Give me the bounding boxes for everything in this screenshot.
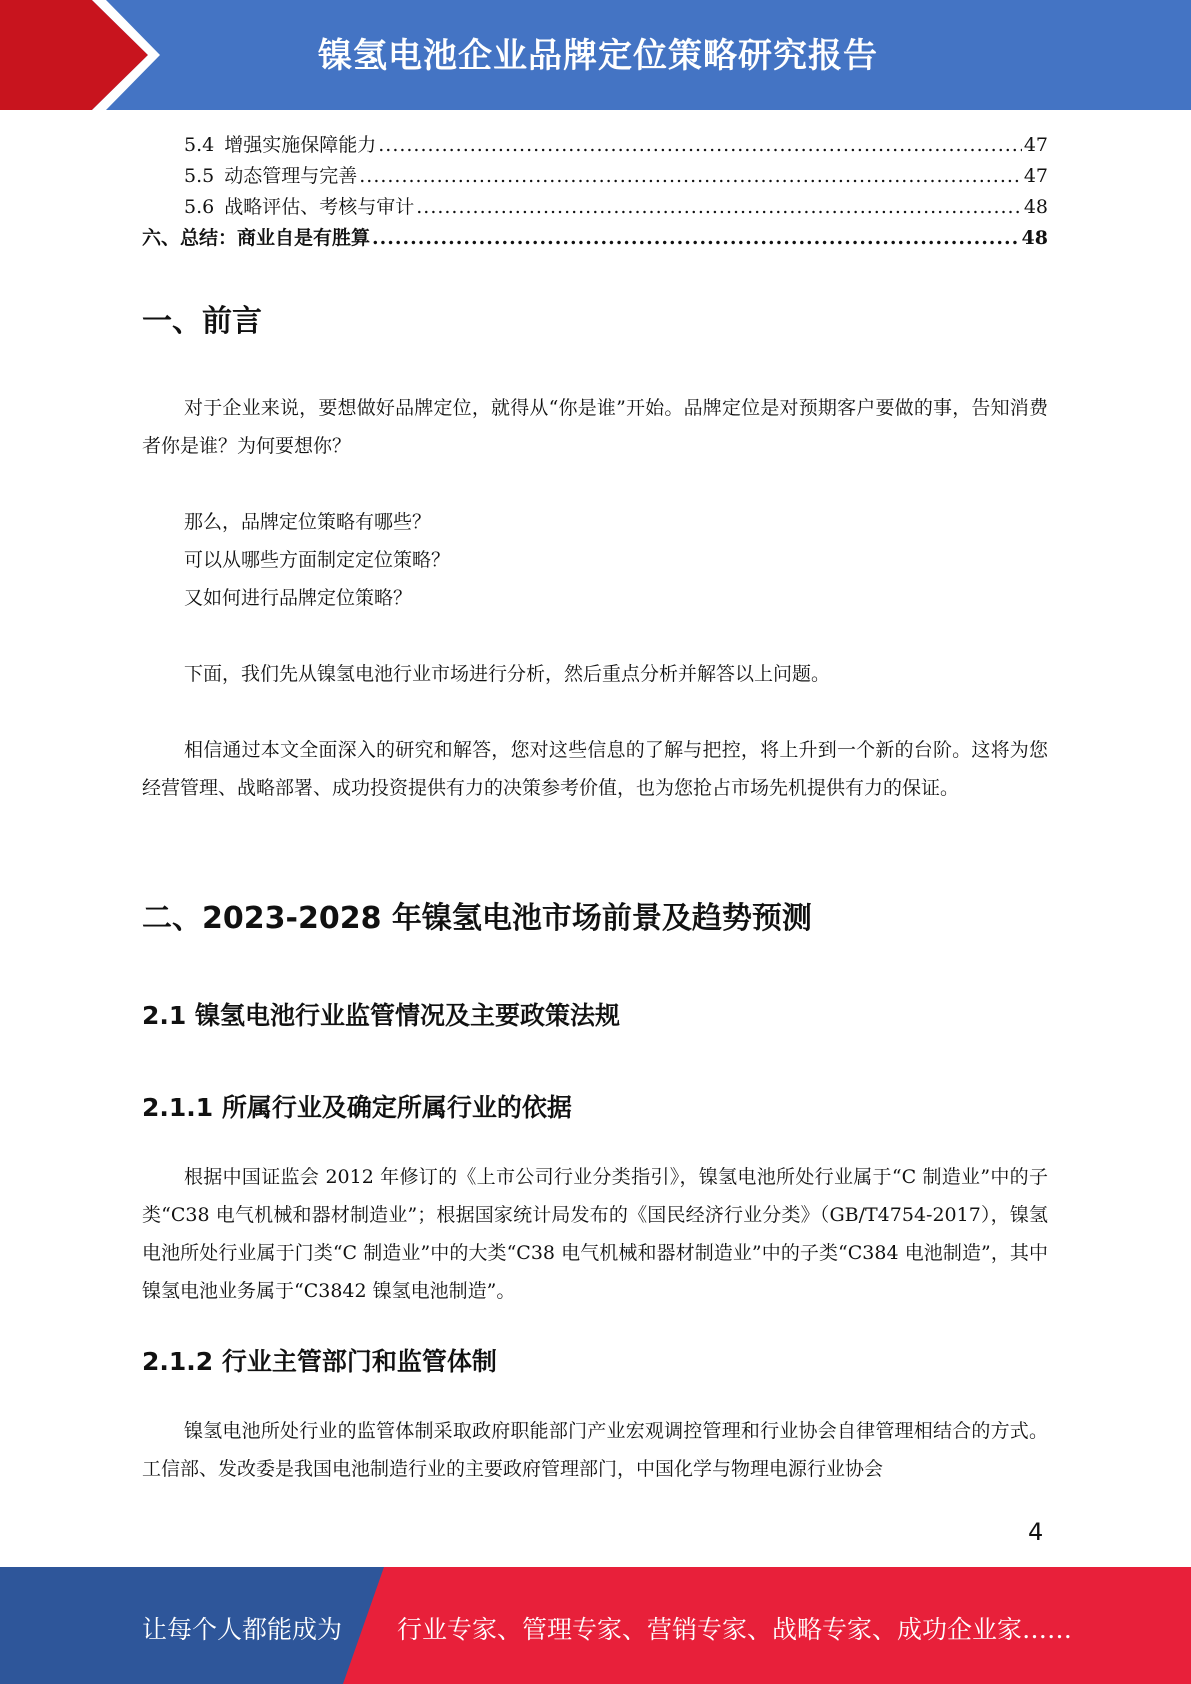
footer-slogan-left: 让每个人都能成为 — [142, 1615, 343, 1644]
section-heading-preface: 一、前言 — [142, 304, 262, 339]
toc-entry-page: 47 — [1023, 134, 1048, 156]
page-number: 4 — [1028, 1518, 1044, 1546]
preface-paragraph-3: 相信通过本文全面深入的研究和解答，您对这些信息的了解与把控，将上升到一个新的台阶。这将为您经营管理、战略部署、成功投资提供有力的决策参考价值，也为您抢占市场先机提供有力的保证。 — [142, 739, 1048, 799]
subsection-heading-2-1-1: 2.1.1 所属行业及确定所属行业的依据 — [142, 1093, 572, 1122]
toc-entry-major[interactable] — [142, 223, 1048, 254]
toc-leader-dots — [378, 130, 1022, 161]
toc-entry[interactable] — [142, 192, 1048, 223]
toc-entry[interactable] — [142, 130, 1048, 161]
toc-entry-title: 六、总结：商业自是有胜算 — [142, 227, 371, 249]
chevron-logo-icon — [0, 0, 160, 110]
preface-question-3: 又如何进行品牌定位策略？ — [184, 587, 413, 609]
preface-question-2: 可以从哪些方面制定定位策略？ — [184, 549, 451, 571]
report-title: 镍氢电池企业品牌定位策略研究报告 — [318, 36, 878, 76]
preface-question-1: 那么，品牌定位策略有哪些？ — [184, 511, 432, 533]
toc-entry-title: 增强实施保障能力 — [224, 134, 377, 156]
preface-paragraph-2: 下面，我们先从镍氢电池行业市场进行分析，然后重点分析并解答以上问题。 — [184, 663, 831, 685]
page-footer — [0, 1567, 1191, 1684]
toc-entry-page: 48 — [1021, 227, 1048, 249]
toc-leader-dots — [416, 192, 1022, 223]
preface-paragraph-1: 对于企业来说，要想做好品牌定位，就得从“你是谁”开始。品牌定位是对预期客户要做的事，告知消费者你是谁？为何要想你？ — [142, 397, 1048, 457]
toc-entry-number: 5.6 — [184, 196, 215, 218]
toc-entry-page: 47 — [1023, 165, 1048, 187]
page-header — [0, 0, 1191, 110]
toc-leader-dots — [372, 223, 1020, 254]
subsection-heading-2-1: 2.1 镍氢电池行业监管情况及主要政策法规 — [142, 1001, 620, 1030]
toc-entry-page: 48 — [1023, 196, 1048, 218]
toc-entry-number: 5.5 — [184, 165, 215, 187]
section-heading-market-forecast: 二、2023-2028 年镍氢电池市场前景及趋势预测 — [142, 901, 812, 936]
toc-entry-title: 战略评估、考核与审计 — [224, 196, 415, 218]
toc-entry[interactable] — [142, 161, 1048, 192]
toc-entry-number: 5.4 — [184, 134, 215, 156]
footer-slogan-right: 行业专家、管理专家、营销专家、战略专家、成功企业家…… — [397, 1615, 1073, 1644]
toc-entry-title: 动态管理与完善 — [224, 165, 358, 187]
toc-leader-dots — [359, 161, 1022, 192]
subsection-heading-2-1-2: 2.1.2 行业主管部门和监管体制 — [142, 1347, 497, 1376]
industry-classification-paragraph: 根据中国证监会 2012 年修订的《上市公司行业分类指引》，镍氢电池所处行业属于“C 制造业”中的子类“C38 电气机械和器材制造业”；根据国家统计局发布的《国民经济行业分类》（GB/T4754-2017），镍氢电池所处行业属于门类“C 制造业”中的大类“C38 电气机械和器材制造业”中的子类“C384 电池制造”，其中镍氢电池业务属于“C3842 镍氢电池制造”。 — [142, 1166, 1048, 1302]
regulatory-system-paragraph: 镍氢电池所处行业的监管体制采取政府职能部门产业宏观调控管理和行业协会自律管理相结合的方式。工信部、发改委是我国电池制造行业的主要政府管理部门，中国化学与物理电源行业协会 — [142, 1420, 1048, 1480]
table-of-contents — [142, 130, 1048, 254]
